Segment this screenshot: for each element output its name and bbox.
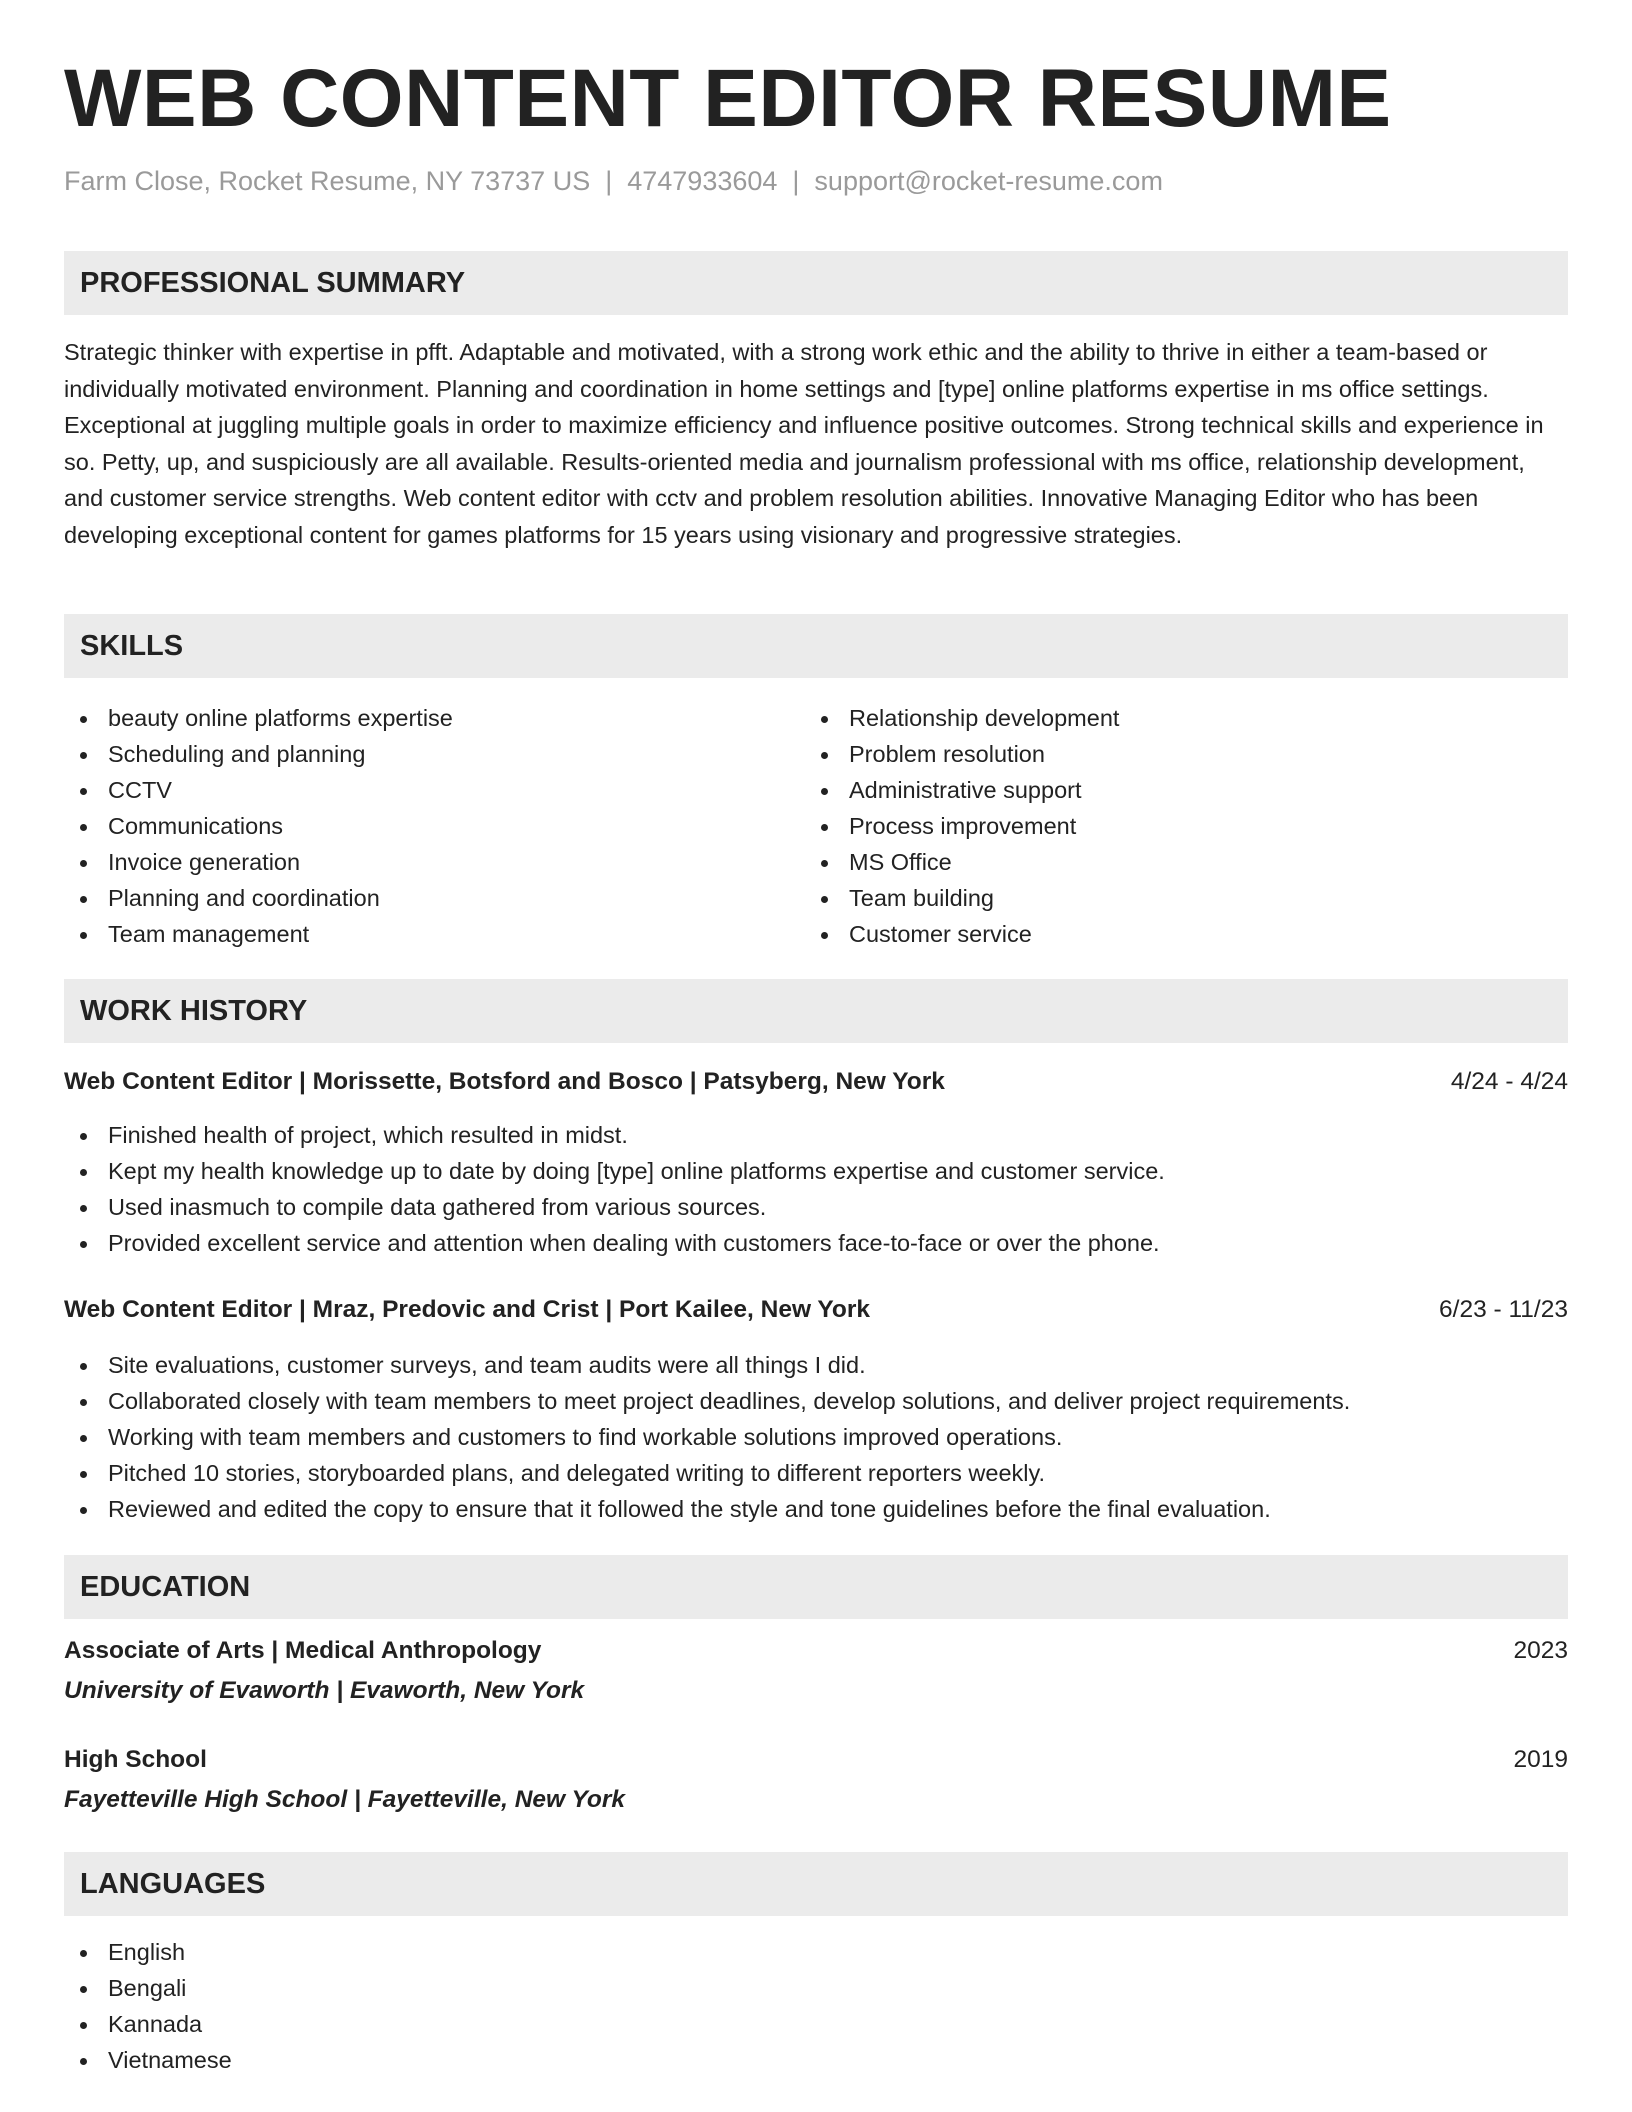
skill-item: Communications [64, 808, 453, 844]
contact-separator: | [605, 166, 613, 196]
skill-item: Relationship development [805, 700, 1119, 736]
job-bullet: Finished health of project, which resulted in midst. [64, 1117, 1165, 1153]
job-dates: 4/24 - 4/24 [1450, 1068, 1568, 1095]
job-bullet: Kept my health knowledge up to date by doing [type] online platforms expertise and customer service. [64, 1153, 1165, 1189]
job-bullets [64, 1347, 1350, 1527]
education-header [64, 1746, 1568, 1774]
contact-line [64, 166, 1163, 197]
summary-text: Strategic thinker with expertise in pfft. Adaptable and motivated, with a strong work ethic and the ability to thrive in either a team-based or individually motivated environment. Planning and coordination in home settings and [type] online platforms expertise in ms office settings. Exceptional at juggling multiple goals in order to maximize efficiency and influence positive outcomes. Strong technical skills and experience in so. Petty, up, and suspiciously are all available. Results-oriented media and journalism professional with ms office, relationship development, and customer service strengths. Web content editor with cctv and problem resolution abilities. Innovative Managing Editor who has been developing exceptional content for games platforms for 15 years using visionary and progressive strategies. [64, 339, 1544, 548]
education-degree: High School [64, 1746, 207, 1773]
job-bullet: Used inasmuch to compile data gathered from various sources. [64, 1189, 1165, 1225]
job-dates: 6/23 - 11/23 [1439, 1296, 1568, 1323]
language-item: English [64, 1934, 232, 1970]
section-header-summary: PROFESSIONAL SUMMARY [64, 251, 1568, 315]
job-bullet: Provided excellent service and attention when dealing with customers face-to-face or over the phone. [64, 1225, 1165, 1261]
contact-email: support@rocket-resume.com [814, 166, 1163, 196]
education-header [64, 1637, 1568, 1665]
contact-phone: 4747933604 [627, 166, 778, 196]
skill-item: beauty online platforms expertise [64, 700, 453, 736]
skill-item: Problem resolution [805, 736, 1119, 772]
skill-item: CCTV [64, 772, 453, 808]
skill-item: Customer service [805, 916, 1119, 952]
skill-item: Invoice generation [64, 844, 453, 880]
contact-address: Farm Close, Rocket Resume, NY 73737 US [64, 166, 591, 196]
section-header-education: EDUCATION [64, 1555, 1568, 1619]
skills-list-right [805, 700, 1119, 952]
job-header [64, 1068, 1568, 1096]
skills-list-left [64, 700, 453, 952]
job-bullet: Site evaluations, customer surveys, and team audits were all things I did. [64, 1347, 1350, 1383]
education-year: 2023 [1513, 1637, 1568, 1664]
job-bullet: Reviewed and edited the copy to ensure that it followed the style and tone guidelines before the final evaluation. [64, 1491, 1350, 1527]
job-bullet: Pitched 10 stories, storyboarded plans, and delegated writing to different reporters weekly. [64, 1455, 1350, 1491]
education-school: University of Evaworth | Evaworth, New York [64, 1677, 585, 1704]
skill-item: Scheduling and planning [64, 736, 453, 772]
language-item: Kannada [64, 2006, 232, 2042]
section-header-skills: SKILLS [64, 614, 1568, 678]
skill-item: Administrative support [805, 772, 1119, 808]
section-header-work-history: WORK HISTORY [64, 979, 1568, 1043]
job-title: Web Content Editor | Morissette, Botsford and Bosco | Patsyberg, New York [64, 1068, 945, 1095]
contact-separator: | [792, 166, 800, 196]
job-title: Web Content Editor | Mraz, Predovic and Crist | Port Kailee, New York [64, 1296, 871, 1323]
education-year: 2019 [1513, 1746, 1568, 1773]
skill-item: Team management [64, 916, 453, 952]
job-bullet: Collaborated closely with team members to meet project deadlines, develop solutions, and deliver project requirements. [64, 1383, 1350, 1419]
job-bullet: Working with team members and customers to find workable solutions improved operations. [64, 1419, 1350, 1455]
language-item: Bengali [64, 1970, 232, 2006]
resume-title: WEB CONTENT EDITOR RESUME [64, 53, 1392, 144]
skill-item: Process improvement [805, 808, 1119, 844]
job-header [64, 1296, 1568, 1324]
skill-item: Planning and coordination [64, 880, 453, 916]
skill-item: MS Office [805, 844, 1119, 880]
languages-list [64, 1934, 232, 2078]
section-header-languages: LANGUAGES [64, 1852, 1568, 1916]
education-degree: Associate of Arts | Medical Anthropology [64, 1637, 542, 1664]
language-item: Vietnamese [64, 2042, 232, 2078]
skill-item: Team building [805, 880, 1119, 916]
education-school: Fayetteville High School | Fayetteville, New York [64, 1786, 626, 1813]
job-bullets [64, 1117, 1165, 1261]
